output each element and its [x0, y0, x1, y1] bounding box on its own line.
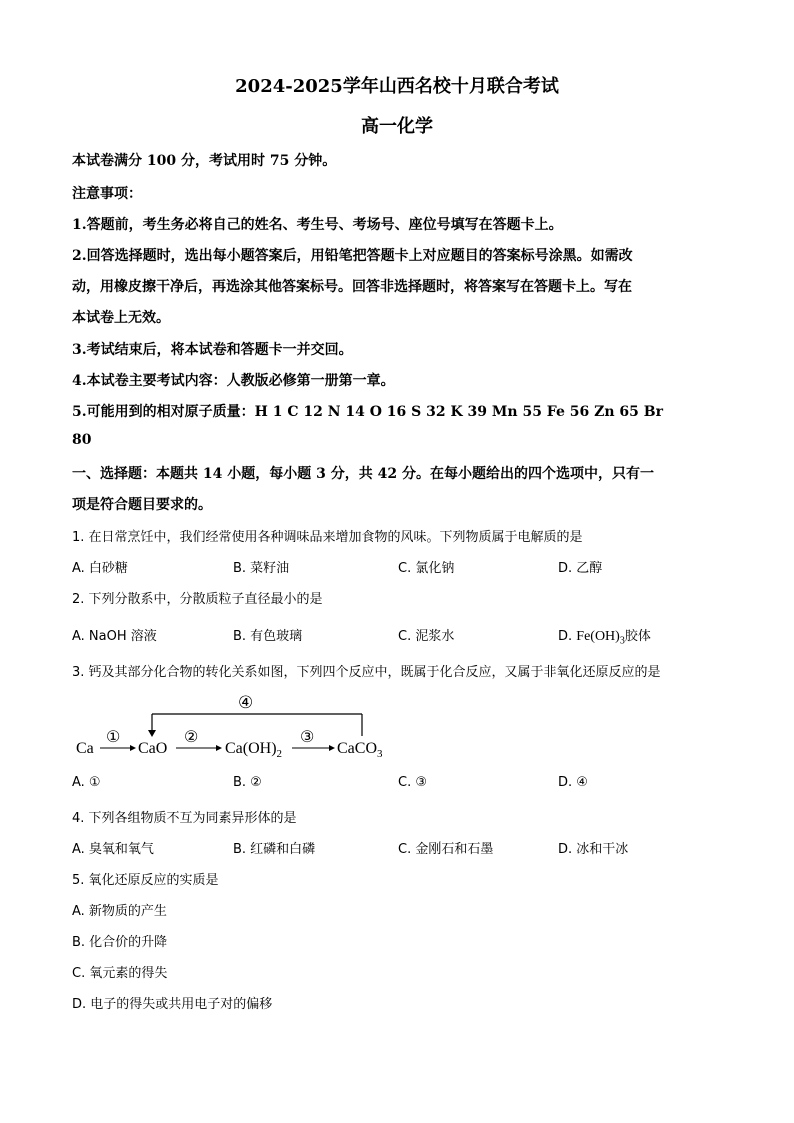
exam-subject: 高一化学 [361, 116, 433, 137]
question-5-stem: 5. 氧化还原反应的实质是 [72, 873, 219, 888]
step-3-label: ③ [300, 729, 315, 746]
arrow-2-head [216, 745, 222, 751]
question-2-option-d-label: D. [558, 629, 577, 644]
notice-item-5-line-1: 5.可能用到的相对原子质量：H 1 C 12 N 14 O 16 S 32 K 39 Mn 55 Fe 56 Zn 65 Br [72, 404, 663, 420]
species-caco3-main: CaCO [337, 740, 377, 757]
question-2-option-d-formula: Fe(OH) [576, 629, 620, 644]
question-2-stem: 2. 下列分散系中，分散质粒子直径最小的是 [72, 592, 323, 607]
question-1-option-a: A. 白砂糖 [72, 561, 128, 576]
question-2-option-c: C. 泥浆水 [398, 629, 455, 644]
step-1-label: ① [106, 729, 121, 746]
notice-intro: 本试卷满分 100 分，考试用时 75 分钟。 [72, 153, 337, 169]
question-2-option-d [558, 625, 651, 647]
question-2-option-b: B. 有色玻璃 [233, 629, 303, 644]
notice-heading: 注意事项： [72, 186, 142, 202]
notice-item-2-line-3: 本试卷上无效。 [72, 310, 170, 326]
question-4-option-d: D. 冰和干冰 [558, 842, 629, 857]
question-1-option-d: D. 乙醇 [558, 561, 603, 576]
question-3-option-d: D. ④ [558, 775, 588, 790]
notice-item-2-line-1: 2.回答选择题时，选出每小题答案后，用铅笔把答题卡上对应题目的答案标号涂黑。如需改 [72, 248, 633, 264]
question-3-option-c: C. ③ [398, 775, 427, 790]
notice-item-4: 4.本试卷主要考试内容：人教版必修第一册第一章。 [72, 373, 395, 389]
question-3-option-a: A. ① [72, 775, 101, 790]
notice-item-1: 1.答题前，考生务必将自己的姓名、考生号、考场号、座位号填写在答题卡上。 [72, 217, 563, 233]
calcium-conversion-diagram [72, 690, 402, 765]
question-5-option-a: A. 新物质的产生 [72, 904, 167, 919]
question-3-stem: 3. 钙及其部分化合物的转化关系如图，下列四个反应中，既属于化合反应，又属于非氧化还原反应的是 [72, 665, 661, 680]
species-caoh2-subscript: 2 [276, 748, 283, 760]
species-ca: Ca [76, 740, 94, 757]
question-4-option-b: B. 红磷和白磷 [233, 842, 316, 857]
species-caco3-subscript: 3 [377, 748, 383, 760]
question-1-stem: 1. 在日常烹饪中，我们经常使用各种调味品来增加食物的风味。下列物质属于电解质的是 [72, 530, 583, 545]
question-4-stem: 4. 下列各组物质不互为同素异形体的是 [72, 811, 297, 826]
step-4-arrowhead [148, 730, 156, 737]
question-5-option-c: C. 氧元素的得失 [72, 966, 168, 981]
question-2-option-a: A. NaOH 溶液 [72, 629, 157, 644]
question-3-option-b: B. ② [233, 775, 262, 790]
question-1-option-b: B. 菜籽油 [233, 561, 290, 576]
notice-item-2-line-2: 动，用橡皮擦干净后，再选涂其他答案标号。回答非选择题时，将答案写在答题卡上。写在 [72, 279, 632, 295]
section-heading-line-1: 一、选择题：本题共 14 小题，每小题 3 分，共 42 分。在每小题给出的四个选项中，只有一 [72, 466, 654, 482]
question-1-option-c: C. 氯化钠 [398, 561, 455, 576]
exam-title: 2024-2025学年山西名校十月联合考试 [235, 76, 559, 97]
step-2-label: ② [184, 729, 199, 746]
question-5-option-b: B. 化合价的升降 [72, 935, 168, 950]
question-2-option-d-suffix: 胶体 [624, 629, 651, 644]
question-4-option-c: C. 金刚石和石墨 [398, 842, 494, 857]
step-4-label: ④ [238, 693, 254, 712]
section-heading-line-2: 项是符合题目要求的。 [72, 497, 212, 513]
notice-item-5-line-2: 80 [72, 432, 92, 448]
question-4-option-a: A. 臭氧和氧气 [72, 842, 154, 857]
question-5-option-d: D. 电子的得失或共用电子对的偏移 [72, 997, 273, 1012]
species-caoh2 [225, 740, 282, 760]
arrow-1-head [130, 745, 136, 751]
notice-item-3: 3.考试结束后，将本试卷和答题卡一并交回。 [72, 342, 353, 358]
species-caco3 [337, 740, 383, 760]
arrow-3-head [329, 745, 335, 751]
species-cao: CaO [138, 740, 168, 757]
species-caoh2-main: Ca(OH) [225, 740, 277, 757]
question-2-option-d-subscript: 3 [619, 635, 625, 647]
